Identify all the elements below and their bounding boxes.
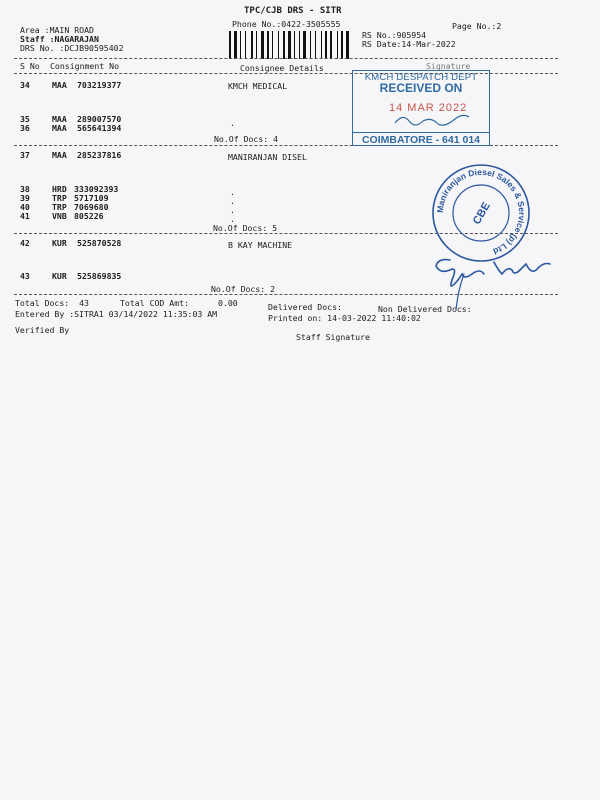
- handwritten-signature: [428, 240, 558, 312]
- row-sno: 34: [20, 80, 30, 90]
- printed-on: Printed on: 14-03-2022 11:40:02: [268, 313, 421, 323]
- stamp-city: COIMBATORE - 641 014: [353, 132, 489, 146]
- dot: .: [230, 196, 235, 206]
- row-consignment: 5717109: [74, 193, 109, 203]
- column-consignment: Consignment No: [50, 61, 120, 71]
- page-number: Page No.:2: [452, 21, 502, 31]
- row-sno: 43: [20, 271, 30, 281]
- row-consignee: MANIRANJAN DISEL: [228, 152, 307, 162]
- row-prefix: KUR: [52, 238, 67, 248]
- row-consignment: 7069680: [74, 202, 109, 212]
- row-consignment: 525869835: [77, 271, 122, 281]
- row-sno: 40: [20, 202, 30, 212]
- entered-by: Entered By :SITRA1 03/14/2022 11:35:03 AM: [15, 309, 218, 319]
- staff-label: Staff :NAGARAJAN: [20, 34, 99, 44]
- docs-count: No.Of Docs: 4: [214, 134, 279, 144]
- row-prefix: KUR: [52, 271, 67, 281]
- row-sno: 42: [20, 238, 30, 248]
- drs-number: DRS No. :DCJB90595402: [20, 43, 124, 53]
- row-prefix: MAA: [52, 123, 67, 133]
- row-prefix: VNB: [52, 211, 67, 221]
- total-cod-label: Total COD Amt:: [120, 298, 190, 308]
- row-sno: 41: [20, 211, 30, 221]
- rs-number: RS No.:905954: [362, 30, 427, 40]
- dot: .: [230, 205, 235, 215]
- stamp-date: 14 MAR 2022: [389, 102, 468, 114]
- non-delivered-docs: Non Delivered Docs:: [378, 304, 472, 314]
- barcode: [229, 31, 360, 59]
- seal-text: Maniranjan Diesel Sales & Service (p) Ltd: [434, 166, 528, 257]
- seal-center: CBE: [470, 200, 493, 227]
- row-prefix: HRD: [52, 184, 67, 194]
- row-consignment: 703219377: [77, 80, 122, 90]
- verified-by: Verified By: [15, 325, 70, 335]
- row-consignee: KMCH MEDICAL: [228, 81, 288, 91]
- area-label: Area :MAIN ROAD: [20, 25, 94, 35]
- row-sno: 35: [20, 114, 30, 124]
- row-sno: 37: [20, 150, 30, 160]
- row-prefix: TRP: [52, 193, 67, 203]
- stamp-dept: KMCH DESPATCH DEPT: [364, 72, 478, 83]
- staff-signature: Staff Signature: [296, 332, 370, 342]
- column-consignee: Consignee Details: [240, 63, 324, 73]
- docs-count: No.Of Docs: 5: [213, 223, 278, 233]
- row-prefix: MAA: [52, 150, 67, 160]
- row-consignment: 333092393: [74, 184, 119, 194]
- column-signature: Signature: [426, 61, 471, 71]
- row-sno: 39: [20, 193, 30, 203]
- dot: .: [230, 214, 235, 224]
- row-consignment: 525870528: [77, 238, 122, 248]
- document-title: TPC/CJB DRS - SITR: [244, 6, 342, 16]
- row-consignee: B KAY MACHINE: [228, 240, 293, 250]
- total-docs: Total Docs: 43: [15, 298, 89, 308]
- divider: [14, 58, 558, 59]
- rs-date: RS Date:14-Mar-2022: [362, 39, 456, 49]
- row-consignment: 289007570: [77, 114, 122, 124]
- docs-count: No.Of Docs: 2: [211, 284, 276, 294]
- received-stamp: [352, 70, 490, 146]
- phone-number: Phone No.:0422-3505555: [232, 19, 341, 29]
- row-consignment: 285237816: [77, 150, 122, 160]
- delivered-docs: Delivered Docs:: [268, 302, 342, 312]
- dot: .: [230, 118, 235, 128]
- total-cod-amount: 0.00: [218, 298, 238, 308]
- row-prefix: TRP: [52, 202, 67, 212]
- row-sno: 36: [20, 123, 30, 133]
- row-consignment: 565641394: [77, 123, 122, 133]
- row-prefix: MAA: [52, 114, 67, 124]
- stamp-received: RECEIVED ON: [379, 81, 463, 95]
- dot: .: [230, 187, 235, 197]
- initials-scribble: [393, 109, 473, 131]
- row-sno: 38: [20, 184, 30, 194]
- row-prefix: MAA: [52, 80, 67, 90]
- row-consignment: 805226: [74, 211, 104, 221]
- column-sno: S No: [20, 61, 40, 71]
